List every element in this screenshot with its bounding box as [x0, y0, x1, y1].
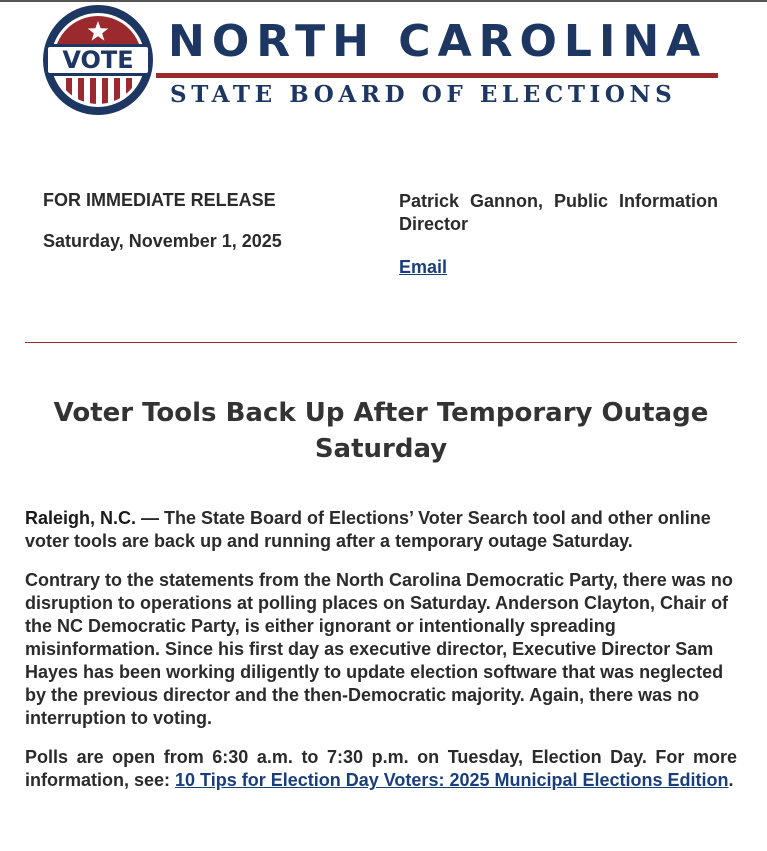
release-date: Saturday, November 1, 2025	[43, 231, 282, 251]
vote-badge-text: VOTE	[62, 46, 134, 74]
top-border	[0, 0, 767, 2]
paragraph-2: Contrary to the statements from the North Carolina Democratic Party, there was no disruption to operations at polling places on Saturday. Anderson Clayton, Chair of the NC Democratic Party, is either ignorant or intentionally spreading misinformation. Since his first day as executive director, Executive Director Sam Hayes has been working diligently to update election software that was neglected by the previous director and the then-Democratic majority. Again, there was no interruption to voting.	[25, 570, 733, 728]
email-link[interactable]: Email	[399, 257, 448, 277]
paragraph-3	[25, 746, 737, 792]
press-release-body	[25, 507, 737, 808]
vote-badge-icon	[42, 4, 154, 116]
paragraph-1	[25, 507, 737, 553]
logo-subtitle: STATE BOARD OF ELECTIONS	[170, 81, 677, 108]
dateline: Raleigh, N.C.	[25, 508, 137, 528]
paragraph-3-end: .	[728, 770, 734, 790]
paragraph-1-text: — The State Board of Elections’ Voter Search tool and other online voter tools are back up and running after a temporary outage Saturday.	[25, 508, 711, 551]
section-divider	[25, 342, 737, 343]
logo-divider	[156, 73, 718, 78]
logo-title: NORTH CAROLINA	[168, 16, 708, 67]
contact-info	[399, 190, 718, 279]
release-label: FOR IMMEDIATE RELEASE	[43, 190, 276, 210]
nc-state-board-logo	[40, 4, 730, 116]
paragraph-3-text: Polls are open from 6:30 a.m. to 7:30 p.m. on Tuesday, Election Day. For more information, see:	[25, 747, 737, 790]
contact-name: Patrick Gannon, Public Information Director	[399, 191, 718, 234]
release-info	[43, 190, 282, 252]
election-tips-link[interactable]: 10 Tips for Election Day Voters: 2025 Municipal Elections Edition	[175, 770, 729, 790]
press-release-headline: Voter Tools Back Up After Temporary Outage Saturday	[53, 398, 709, 464]
